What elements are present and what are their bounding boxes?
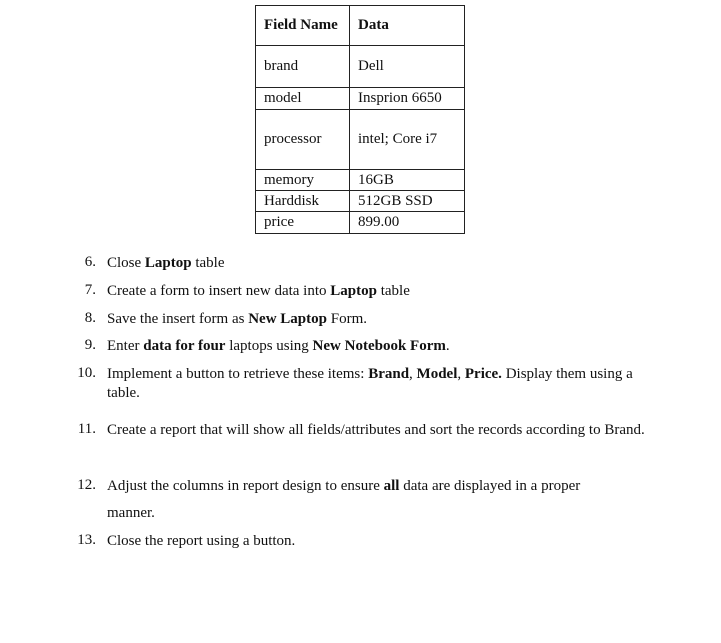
step-number: 7. (84, 282, 96, 298)
step-number: 13. (77, 532, 96, 548)
text-run: Save the insert form as (107, 311, 249, 327)
step-number: 12. (77, 477, 96, 493)
text-run: table (376, 283, 410, 299)
step-text (107, 365, 667, 403)
field-name-cell: memory (256, 170, 350, 191)
text-run: , (409, 366, 417, 382)
field-name-cell: price (256, 212, 350, 234)
table-row (256, 110, 465, 170)
field-value-cell: 16GB (350, 170, 465, 191)
table-header-row (256, 6, 465, 46)
bold-text-run: Model (416, 366, 458, 382)
step-text (107, 421, 667, 440)
text-run: Display them using a table. (107, 366, 633, 401)
text-run: Create a form to insert new data into (107, 283, 331, 299)
bold-text-run: New Notebook Form (312, 338, 446, 354)
text-run: laptops using (225, 338, 313, 354)
step-text (107, 254, 667, 273)
bold-text-run: data for four (143, 338, 226, 354)
step-number: 6. (84, 254, 96, 270)
text-run: Close (107, 255, 145, 271)
step-text (107, 477, 667, 496)
step-text (107, 532, 667, 551)
text-run: Adjust the columns in report design to ensure (107, 478, 384, 494)
field-name-cell: Harddisk (256, 191, 350, 212)
field-name-cell: processor (256, 110, 350, 170)
text-run: Form. (326, 311, 367, 327)
field-name-cell: model (256, 88, 350, 110)
text-run: Close the report using a button. (107, 533, 296, 549)
text-run: , (457, 366, 465, 382)
table-row (256, 170, 465, 191)
bold-text-run: New Laptop (248, 311, 327, 327)
field-value-cell: 512GB SSD (350, 191, 465, 212)
table-row (256, 212, 465, 234)
header-field-name: Field Name (256, 6, 350, 46)
text-run: . (445, 338, 450, 354)
bold-text-run: Laptop (330, 283, 377, 299)
text-run: table (191, 255, 225, 271)
text-run: Implement a button to retrieve these items: (107, 366, 369, 382)
text-run: data are displayed in a proper (399, 478, 581, 494)
step-number: 10. (77, 365, 96, 381)
step-text (107, 310, 667, 329)
step-number: 9. (84, 337, 96, 353)
table-row (256, 191, 465, 212)
field-value-cell: intel; Core i7 (350, 110, 465, 170)
field-value-cell: 899.00 (350, 212, 465, 234)
bold-text-run: all (383, 478, 400, 494)
header-data: Data (350, 6, 465, 46)
step-number: 11. (77, 421, 96, 437)
step-text-continuation: manner. (107, 505, 155, 521)
text-run: Create a report that will show all fields/attributes and sort the records according to Brand. (107, 422, 645, 438)
bold-text-run: Price. (464, 366, 502, 382)
field-value-cell: Dell (350, 46, 465, 88)
step-text (107, 337, 667, 356)
step-number: 8. (84, 310, 96, 326)
bold-text-run: Brand (368, 366, 410, 382)
table-row (256, 88, 465, 110)
field-name-cell: brand (256, 46, 350, 88)
text-run: Enter (107, 338, 144, 354)
step-text (107, 282, 667, 301)
laptop-fields-table (255, 5, 465, 234)
field-value-cell: Insprion 6650 (350, 88, 465, 110)
bold-text-run: Laptop (144, 255, 192, 271)
table-row (256, 46, 465, 88)
